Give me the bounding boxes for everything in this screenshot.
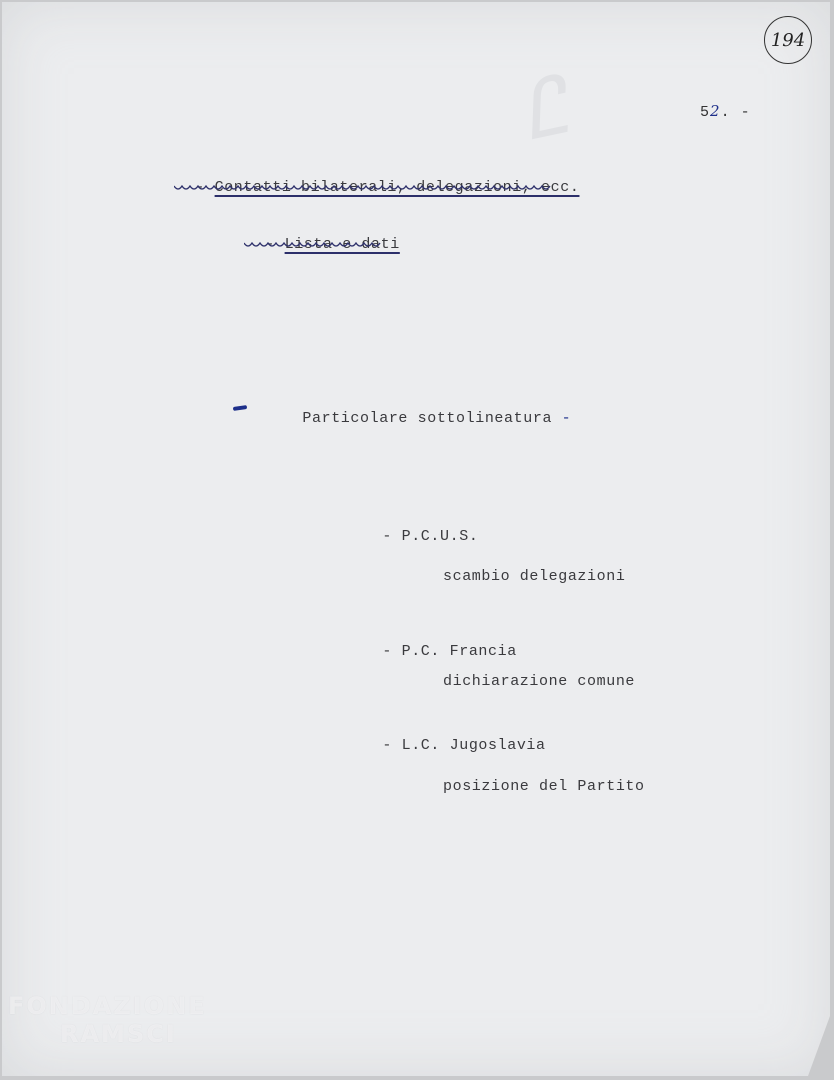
entry-party <box>344 511 478 562</box>
page-number-handwritten: 2 <box>710 102 721 120</box>
entry-party-name: P.C. Francia <box>401 643 517 660</box>
entry-party-name: P.C.U.S. <box>401 528 479 545</box>
subheading-title: Lista e dati <box>284 236 400 253</box>
fondazione-gramsci-watermark <box>8 992 207 1048</box>
entry-detail: dichiarazione comune <box>443 673 636 690</box>
heading-dash: - <box>195 179 215 196</box>
archive-number-stamp <box>764 16 812 64</box>
note-text: Particolare sottolineatura <box>302 410 553 427</box>
watermark-line2: RAMSCI <box>60 1020 177 1048</box>
document-page <box>2 2 830 1076</box>
page-number-printed: 5 <box>700 104 711 121</box>
entry-party-name: L.C. Jugoslavia <box>401 737 546 754</box>
entry-dash: - <box>382 737 402 754</box>
entry-detail: scambio delegazioni <box>443 568 626 585</box>
entry-dash: - <box>382 643 402 660</box>
page-number <box>700 102 751 121</box>
note-line <box>264 393 571 444</box>
faint-pencil-scribble: Ꮭ <box>512 58 577 159</box>
entry-party <box>344 720 546 771</box>
watermark-line1: FONDAZIONE <box>8 992 207 1020</box>
subheading-wavy-underline <box>244 239 384 251</box>
entry-dash: - <box>382 528 402 545</box>
page-number-suffix: . - <box>720 104 751 121</box>
entry-detail: posizione del Partito <box>443 778 645 795</box>
page-corner-fold <box>808 1016 830 1076</box>
heading-wavy-underline <box>174 182 554 194</box>
heading-title: Contatti bilaterali, delegazioni, ecc. <box>214 179 580 196</box>
note-trail: - <box>552 410 572 427</box>
entry-party <box>344 626 517 677</box>
pen-dash-mark <box>233 405 247 411</box>
subheading-dash: - <box>265 236 285 253</box>
archive-number: 194 <box>770 29 806 51</box>
